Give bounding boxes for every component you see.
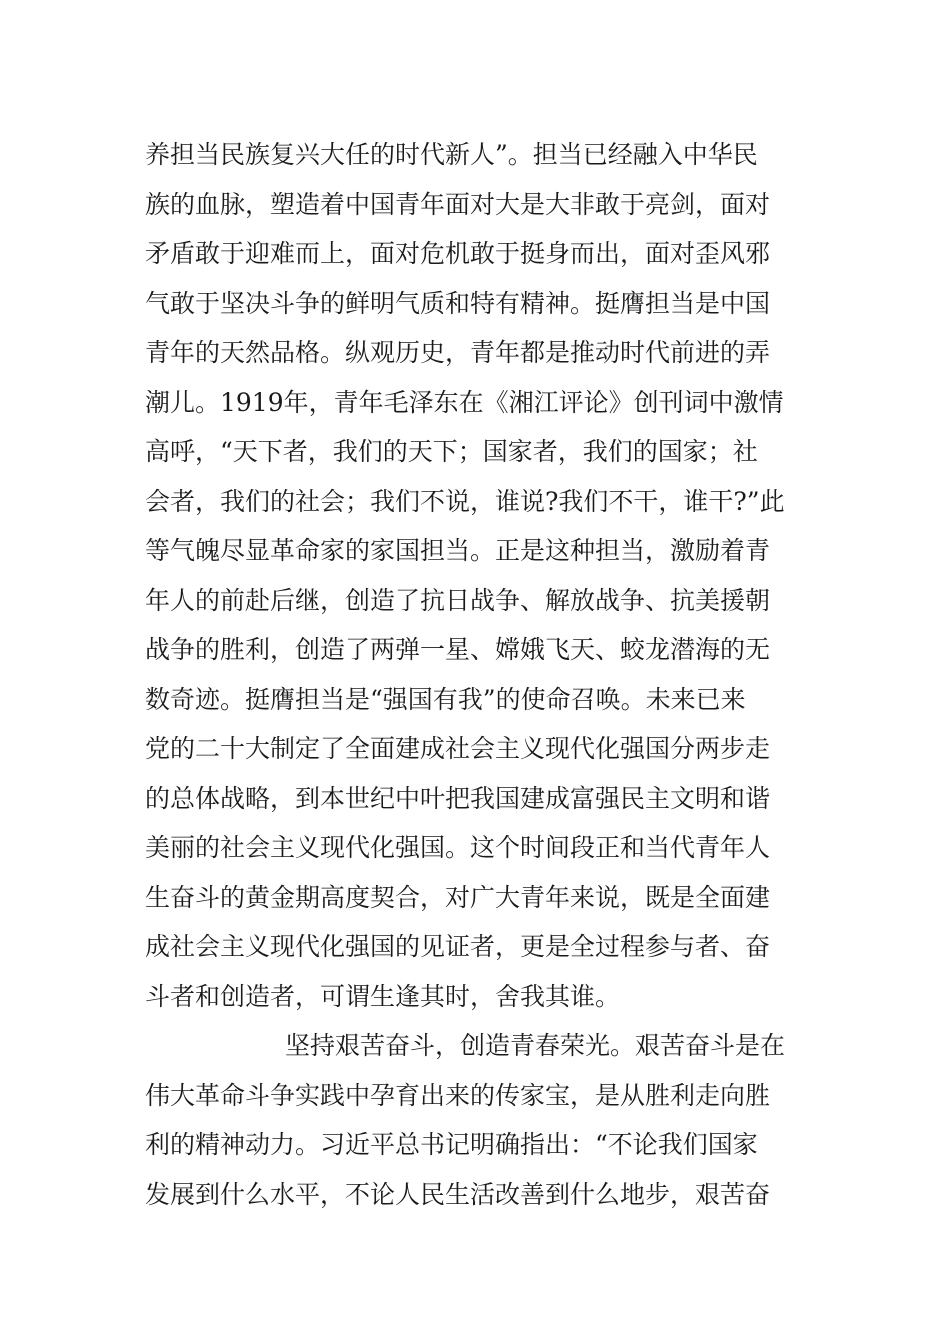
text-line: 生奋斗的黄金期高度契合，对广大青年来说，既是全面建	[145, 882, 771, 912]
text-line: 青年的天然品格。纵观历史，青年都是推动时代前进的弄	[145, 338, 771, 367]
text-line: 族的血脉，塑造着中国青年面对大是大非敢于亮剑，面对	[145, 189, 771, 219]
text-line: 会者，我们的社会；我们不说，谁说?我们不干，谁干?”此	[145, 486, 785, 516]
text-line: 战争的胜利，创造了两弹一星、嫦娥飞天、蛟龙潜海的无	[145, 635, 771, 664]
body-text	[145, 130, 810, 1219]
text-line: 气敢于坚决斗争的鲜明气质和特有精神。挺膺担当是中国	[145, 288, 771, 318]
text-line: 年人的前赴后继，创造了抗日战争、解放战争、抗美援朝	[145, 585, 771, 615]
text-line: 伟大革命斗争实践中孕育出来的传家宝，是从胜利走向胜	[145, 1080, 771, 1110]
text-line: 的总体战略，到本世纪中叶把我国建成富强民主文明和谐	[145, 783, 771, 813]
paragraph-start-line: 坚持艰苦奋斗，创造青春荣光。艰苦奋斗是在	[285, 1031, 786, 1060]
text-line: 等气魄尽显革命家的家国担当。正是这种担当，激励着青	[145, 536, 771, 565]
text-line: 党的二十大制定了全面建成社会主义现代化强国分两步走	[145, 734, 771, 763]
text-line: 利的精神动力。习近平总书记明确指出：“不论我们国家	[145, 1130, 758, 1159]
text-line: 养担当民族复兴大任的时代新人”。担当已经融入中华民	[145, 140, 758, 169]
text-line: 成社会主义现代化强国的见证者，更是全过程参与者、奋	[145, 932, 771, 961]
text-line: 斗者和创造者，可谓生逢其时，舍我其谁。	[145, 981, 621, 1011]
text-line: 美丽的社会主义现代化强国。这个时间段正和当代青年人	[145, 833, 771, 862]
text-line: 潮儿。1919年，青年毛泽东在《湘江评论》创刊词中激情	[145, 387, 784, 417]
text-line: 矛盾敢于迎难而上，面对危机敢于挺身而出，面对歪风邪	[145, 239, 771, 268]
text-line: 发展到什么水平，不论人民生活改善到什么地步，艰苦奋	[145, 1179, 771, 1209]
text-line: 数奇迹。挺膺担当是“强国有我”的使命召唤。未来已来	[145, 684, 746, 714]
text-line: 高呼，“天下者，我们的天下；国家者，我们的国家；社	[145, 437, 758, 466]
